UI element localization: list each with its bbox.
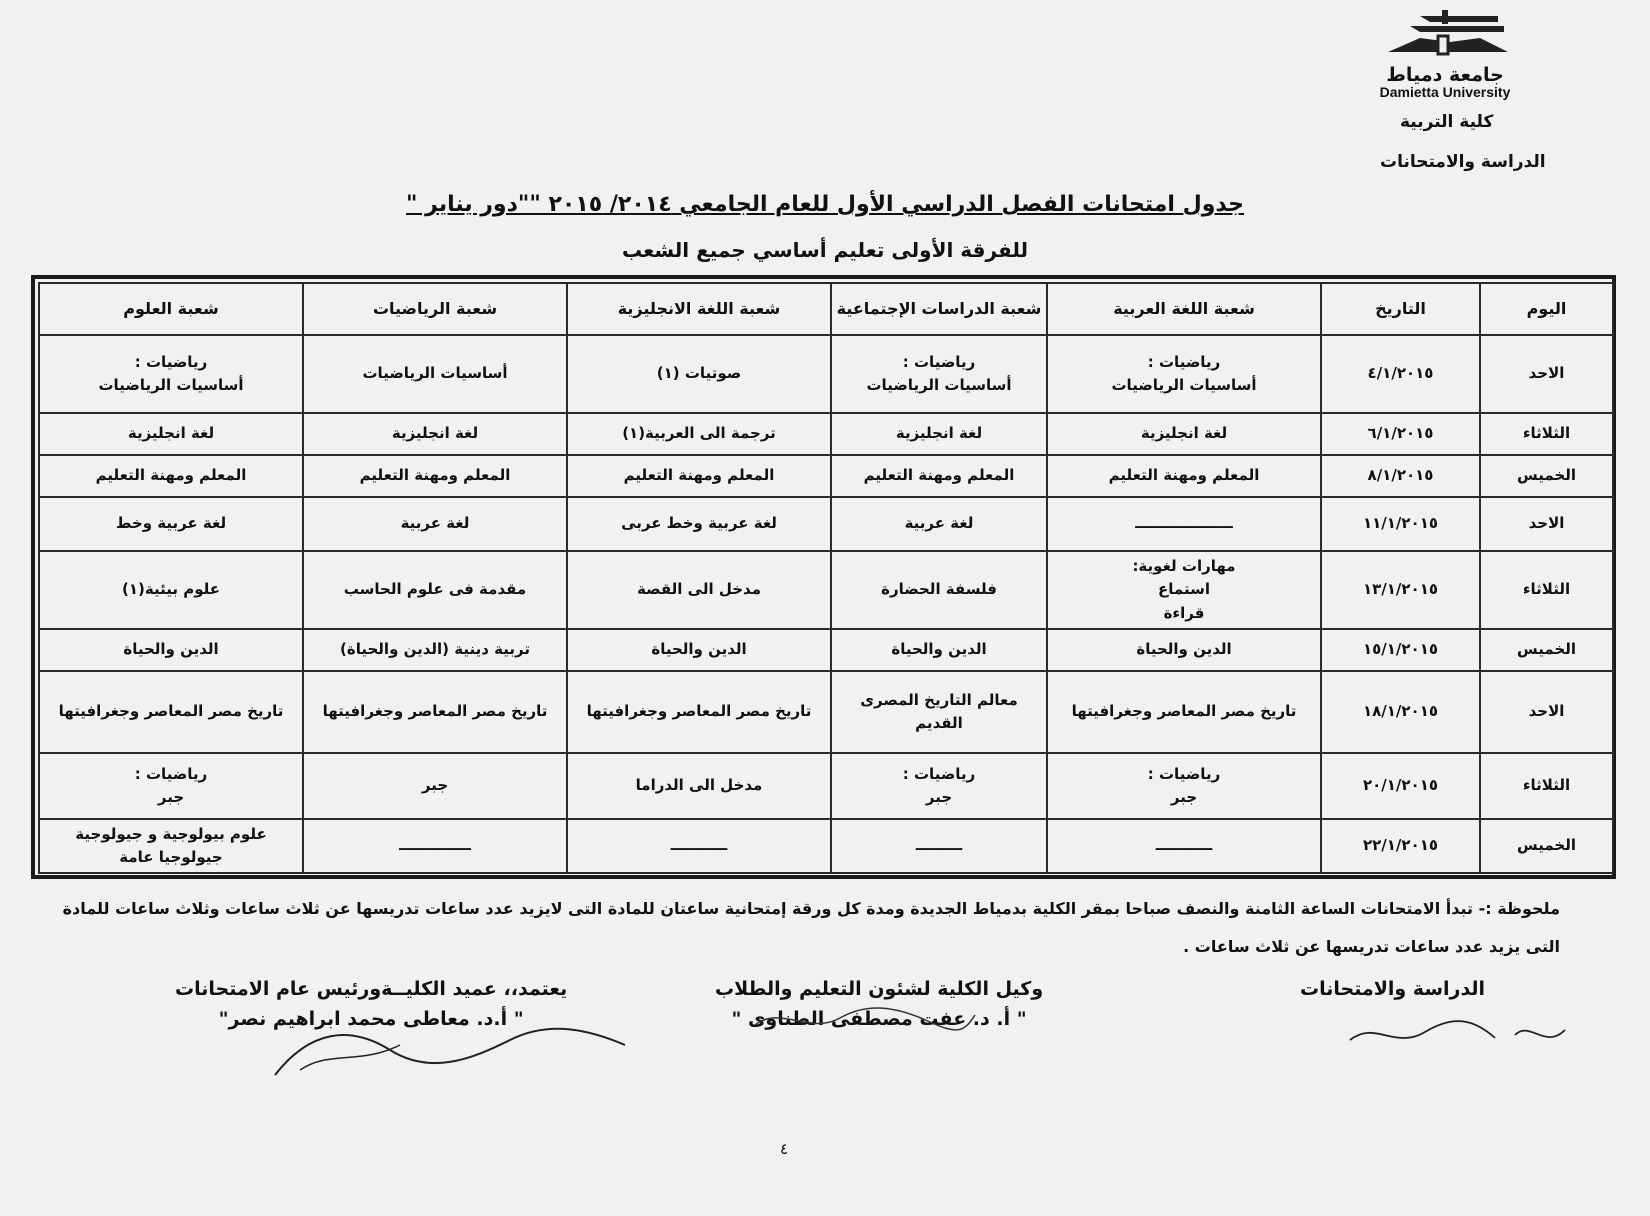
column-header: شعبة اللغة الانجليزية: [567, 283, 831, 335]
subject-cell: لغة عربية: [831, 497, 1047, 551]
schedule-table: [38, 282, 1614, 874]
subject-cell: مدخل الى القصة: [567, 551, 831, 629]
university-logo: [1365, 8, 1525, 100]
subject-cell: مدخل الى الدراما: [567, 753, 831, 819]
signature-title: الدراسة والامتحانات: [1300, 978, 1486, 1000]
column-header: شعبة اللغة العربية: [1047, 283, 1321, 335]
table-row: [39, 819, 1613, 873]
day-cell: الخميس: [1480, 455, 1613, 497]
day-cell: الخميس: [1480, 819, 1613, 873]
subject-cell: المعلم ومهنة التعليم: [1047, 455, 1321, 497]
signature-title: وكيل الكلية لشئون التعليم والطلاب: [715, 978, 1044, 1000]
subject-cell: تاريخ مصر المعاصر وجغرافيتها: [1047, 671, 1321, 753]
subject-cell: ـــــــــــ: [1047, 819, 1321, 873]
subject-cell: لغة عربية وخط: [39, 497, 303, 551]
date-cell: ٨/١/٢٠١٥: [1321, 455, 1480, 497]
university-name-arabic: جامعة دمياط: [1386, 64, 1504, 86]
column-header: شعبة الرياضيات: [303, 283, 567, 335]
column-header: اليوم: [1480, 283, 1613, 335]
column-header: التاريخ: [1321, 283, 1480, 335]
subject-cell: ترجمة الى العربية(١): [567, 413, 831, 455]
day-cell: الاحد: [1480, 335, 1613, 413]
subject-cell: الدين والحياة: [1047, 629, 1321, 671]
column-header: شعبة العلوم: [39, 283, 303, 335]
day-cell: الثلاثاء: [1480, 413, 1613, 455]
faculty-name: كلية التربية: [1400, 112, 1494, 132]
subject-cell: ـــــــــ: [831, 819, 1047, 873]
page-number: ٤: [780, 1140, 789, 1158]
subject-cell: أساسيات الرياضيات: [303, 335, 567, 413]
page-title: جدول امتحانات الفصل الدراسي الأول للعام الجامعي ٢٠١٤/ ٢٠١٥ ""دور يناير ": [406, 192, 1244, 217]
subject-cell: رياضيات : أساسيات الرياضيات: [39, 335, 303, 413]
subject-cell: رياضيات : جبر: [1047, 753, 1321, 819]
subject-cell: رياضيات : جبر: [39, 753, 303, 819]
subject-cell: علوم بيولوجية و جيولوجية جيولوجيا عامة: [39, 819, 303, 873]
subject-cell: رياضيات : جبر: [831, 753, 1047, 819]
day-cell: الثلاثاء: [1480, 753, 1613, 819]
column-header: شعبة الدراسات الإجتماعية: [831, 283, 1047, 335]
date-cell: ١١/١/٢٠١٥: [1321, 497, 1480, 551]
schedule-table-frame: [31, 275, 1616, 879]
table-row: [39, 671, 1613, 753]
subject-cell: لغة انجليزية: [831, 413, 1047, 455]
day-cell: الخميس: [1480, 629, 1613, 671]
date-cell: ١٣/١/٢٠١٥: [1321, 551, 1480, 629]
subject-cell: الدين والحياة: [831, 629, 1047, 671]
subject-cell: رياضيات : أساسيات الرياضيات: [831, 335, 1047, 413]
date-cell: ٦/١/٢٠١٥: [1321, 413, 1480, 455]
subject-cell: مقدمة فى علوم الحاسب: [303, 551, 567, 629]
subject-cell: ـــــــــــــــــــ: [1047, 497, 1321, 551]
subject-cell: الدين والحياة: [567, 629, 831, 671]
date-cell: ٤/١/٢٠١٥: [1321, 335, 1480, 413]
subject-cell: المعلم ومهنة التعليم: [39, 455, 303, 497]
day-cell: الثلاثاء: [1480, 551, 1613, 629]
day-cell: الاحد: [1480, 671, 1613, 753]
day-cell: الاحد: [1480, 497, 1613, 551]
table-row: [39, 629, 1613, 671]
table-row: [39, 753, 1613, 819]
university-emblem-icon: [1380, 8, 1510, 66]
subject-cell: تاريخ مصر المعاصر وجغرافيتها: [567, 671, 831, 753]
table-row: [39, 335, 1613, 413]
subject-cell: رياضيات : أساسيات الرياضيات: [1047, 335, 1321, 413]
page-subtitle: للفرقة الأولى تعليم أساسي جميع الشعب: [621, 238, 1029, 262]
subject-cell: علوم بيئية(١): [39, 551, 303, 629]
handwritten-signature-exams: [1345, 1010, 1570, 1060]
date-cell: ١٥/١/٢٠١٥: [1321, 629, 1480, 671]
university-name-english: Damietta University: [1379, 84, 1511, 100]
signature-exams-dept: [1300, 978, 1485, 1000]
subject-cell: الدين والحياة: [39, 629, 303, 671]
signature-title: يعتمد،، عميد الكليــةورئيس عام الامتحانات: [175, 978, 568, 1000]
subject-cell: تاريخ مصر المعاصر وجغرافيتها: [303, 671, 567, 753]
subject-cell: ــــــــــــــ: [303, 819, 567, 873]
signature-name: " أ.د. معاطى محمد ابراهيم نصر": [218, 1008, 524, 1030]
table-row: [39, 413, 1613, 455]
signature-name: " أ. د. عفت مصطفى الطناوى ": [731, 1008, 1027, 1030]
table-row: [39, 455, 1613, 497]
table-header-row: [39, 283, 1613, 335]
subject-cell: المعلم ومهنة التعليم: [303, 455, 567, 497]
date-cell: ١٨/١/٢٠١٥: [1321, 671, 1480, 753]
department-name: الدراسة والامتحانات: [1380, 152, 1546, 172]
subject-cell: ـــــــــــ: [567, 819, 831, 873]
date-cell: ٢٠/١/٢٠١٥: [1321, 753, 1480, 819]
table-row: [39, 551, 1613, 629]
subject-cell: لغة انجليزية: [39, 413, 303, 455]
subject-cell: صوتيات (١): [567, 335, 831, 413]
subject-cell: لغة عربية وخط عربى: [567, 497, 831, 551]
date-cell: ٢٢/١/٢٠١٥: [1321, 819, 1480, 873]
subject-cell: فلسفة الحضارة: [831, 551, 1047, 629]
subject-cell: تاريخ مصر المعاصر وجغرافيتها: [39, 671, 303, 753]
subject-cell: لغة انجليزية: [1047, 413, 1321, 455]
subject-cell: جبر: [303, 753, 567, 819]
subject-cell: المعلم ومهنة التعليم: [831, 455, 1047, 497]
exam-note: ملحوظة :- تبدأ الامتحانات الساعة الثامنة والنصف صباحا بمقر الكلية بدمياط الجديدة ومدة كل ورقة إمتحانية ساعتان للمادة التى لايزيد عدد ساعات تدريسها عن ثلاث ساعات وثلاث ساعات للمادة التى يزيد عدد ساعات تدريسها عن ثلاث ساعات .: [62, 899, 1560, 956]
handwritten-signature-dean: [270, 1020, 630, 1080]
subject-cell: لغة انجليزية: [303, 413, 567, 455]
subject-cell: لغة عربية: [303, 497, 567, 551]
subject-cell: مهارات لغوية: استماع قراءة: [1047, 551, 1321, 629]
table-row: [39, 497, 1613, 551]
subject-cell: المعلم ومهنة التعليم: [567, 455, 831, 497]
subject-cell: معالم التاريخ المصرى القديم: [831, 671, 1047, 753]
subject-cell: تربية دينية (الدين والحياة): [303, 629, 567, 671]
table-body: [39, 335, 1613, 873]
handwritten-date-scribble: [750, 1000, 980, 1040]
